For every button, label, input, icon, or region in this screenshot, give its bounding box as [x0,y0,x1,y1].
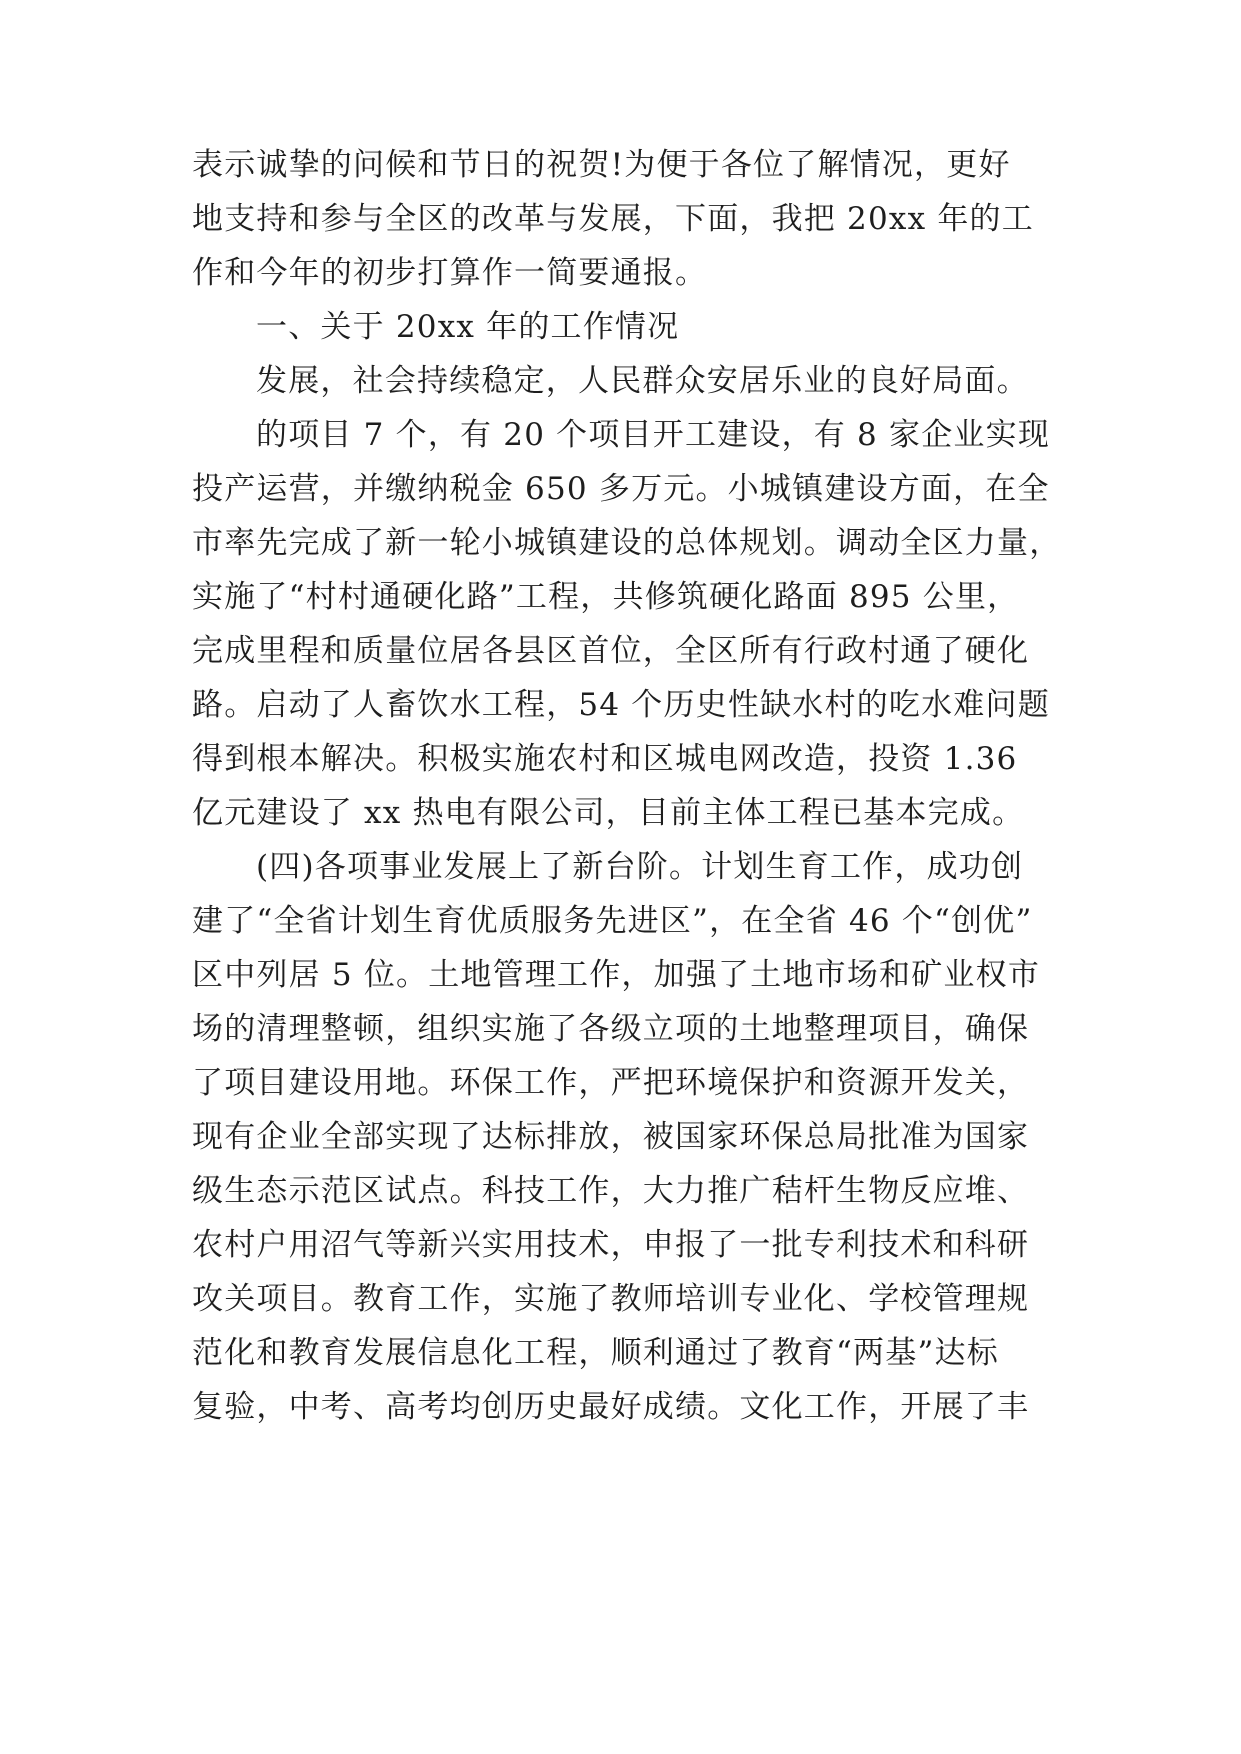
text-line: 级生态示范区试点。科技工作，大力推广秸杆生物反应堆、 [192,1173,1030,1209]
text-line: 农村户用沼气等新兴实用技术，申报了一批专利技术和科研 [192,1227,1030,1263]
text-line: 区中列居 5 位。土地管理工作，加强了土地市场和矿业权市 [192,957,1041,993]
text-line: 建了“全省计划生育优质服务先进区”，在全省 46 个“创优” [192,903,1033,939]
section-heading: 一、关于 20xx 年的工作情况 [256,309,680,345]
text-line: 地支持和参与全区的改革与发展，下面，我把 20xx 年的工 [192,201,1034,237]
text-line: 现有企业全部实现了达标排放，被国家环保总局批准为国家 [192,1119,1030,1155]
text-line: 范化和教育发展信息化工程，顺利通过了教育“两基”达标 [192,1335,999,1371]
text-line: 攻关项目。教育工作，实施了教师培训专业化、学校管理规 [192,1281,1030,1317]
text-line: 市率先完成了新一轮小城镇建设的总体规划。调动全区力量， [192,525,1062,561]
text-line: 得到根本解决。积极实施农村和区城电网改造，投资 1.36 [192,741,1018,777]
text-line: 场的清理整顿，组织实施了各级立项的土地整理项目，确保 [192,1011,1030,1047]
text-line: 作和今年的初步打算作一简要通报。 [192,255,708,291]
text-line: 完成里程和质量位居各县区首位，全区所有行政村通了硬化 [192,633,1030,669]
text-line: (四)各项事业发展上了新台阶。计划生育工作，成功创 [256,849,1024,885]
text-line: 发展，社会持续稳定，人民群众安居乐业的良好局面。 [256,363,1029,399]
text-line: 亿元建设了 xx 热电有限公司，目前主体工程已基本完成。 [192,795,1025,831]
text-line: 投产运营，并缴纳税金 650 多万元。小城镇建设方面，在全 [192,471,1050,507]
text-line: 实施了“村村通硬化路”工程，共修筑硬化路面 895 公里， [192,579,1020,615]
text-line: 路。启动了人畜饮水工程，54 个历史性缺水村的吃水难问题 [192,687,1050,723]
text-line: 复验，中考、高考均创历史最好成绩。文化工作，开展了丰 [192,1389,1030,1425]
text-line: 表示诚挚的问候和节日的祝贺!为便于各位了解情况，更好 [192,147,1011,183]
text-line: 的项目 7 个，有 20 个项目开工建设，有 8 家企业实现 [256,417,1051,453]
text-line: 了项目建设用地。环保工作，严把环境保护和资源开发关， [192,1065,1030,1101]
